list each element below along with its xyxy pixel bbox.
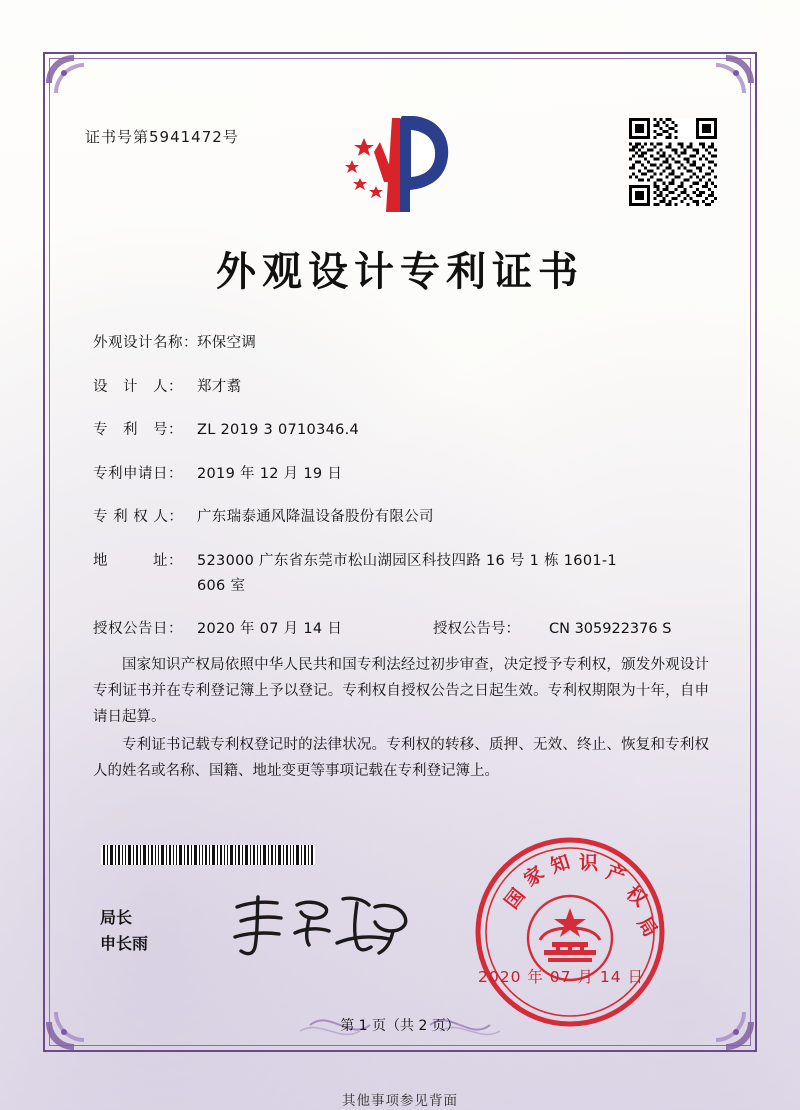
svg-text:权: 权: [621, 881, 651, 912]
page-indicator: 第 1 页（共 2 页）: [340, 1018, 460, 1034]
field-value-grant-date: 2020 年 07 月 14 日: [197, 621, 343, 638]
qr-code: [629, 118, 717, 206]
cnipa-emblem-icon: [340, 112, 460, 217]
field-label: 专 利 权 人：: [93, 509, 184, 526]
field-value: 2019 年 12 月 19 日: [197, 465, 343, 482]
paragraph-2: 专利证书记载专利权登记时的法律状况。专利权的转移、质押、无效、终止、恢复和专利权人的姓名或名称、国籍、地址变更等事项记载在专利登记簿上。: [93, 737, 709, 779]
director-title-label: 局长: [100, 908, 133, 927]
handwritten-signature: [225, 885, 415, 965]
field-value: [197, 551, 713, 597]
paragraph-1: 国家知识产权局依照中华人民共和国专利法经过初步审查，决定授予专利权，颁发外观设计专利证书并在专利登记簿上予以登记。专利权自授权公告之日起生效。专利权期限为十年，自申请日起算。: [93, 657, 709, 725]
legal-text-block: [93, 652, 709, 786]
svg-text:产: 产: [603, 861, 629, 889]
field-value-line2: 606 室: [197, 577, 246, 594]
field-label: 地 址：: [93, 552, 183, 569]
field-value: 环保空调: [197, 335, 257, 351]
director-name-label: 申长雨: [100, 934, 149, 953]
field-design-name: [93, 333, 713, 354]
field-grant-announcement: [93, 619, 713, 640]
field-label-announcement-no: 授权公告号：: [433, 621, 520, 638]
footer-note: 其他事项参见背面: [342, 1093, 458, 1109]
svg-text:知: 知: [547, 850, 573, 878]
signature-labels: [100, 905, 148, 957]
svg-text:识: 识: [579, 852, 599, 874]
field-address: [93, 551, 713, 597]
patent-field-list: [93, 333, 713, 663]
field-label: 设 计 人：: [93, 378, 183, 395]
field-value-line1: 523000 广东省东莞市松山湖园区科技四路 16 号 1 栋 1601-1: [197, 552, 617, 569]
field-label: 外观设计名称：: [93, 335, 198, 351]
field-designer: [93, 377, 713, 398]
field-patentee: [93, 507, 713, 528]
certificate-number: 证书号第5941472号: [85, 128, 239, 146]
svg-text:国: 国: [500, 884, 530, 914]
field-application-date: [93, 464, 713, 485]
field-value-announcement-no: CN 305922376 S: [549, 621, 672, 638]
barcode: [101, 845, 315, 865]
svg-text:局: 局: [632, 912, 662, 941]
field-label-grant-date: 授权公告日：: [93, 621, 183, 638]
field-patent-number: [93, 420, 713, 441]
field-value: ZL 2019 3 0710346.4: [197, 422, 360, 439]
page-title: 外观设计专利证书: [216, 249, 584, 295]
field-value: 郑才翥: [197, 378, 242, 395]
svg-text:家: 家: [520, 862, 549, 892]
field-label: 专 利 号：: [93, 422, 183, 439]
official-seal: [470, 832, 670, 1032]
field-label: 专利申请日：: [93, 465, 183, 482]
seal-date: 2020 年 07 月 14 日: [478, 968, 645, 986]
field-value: 广东瑞泰通风降温设备股份有限公司: [197, 509, 434, 526]
